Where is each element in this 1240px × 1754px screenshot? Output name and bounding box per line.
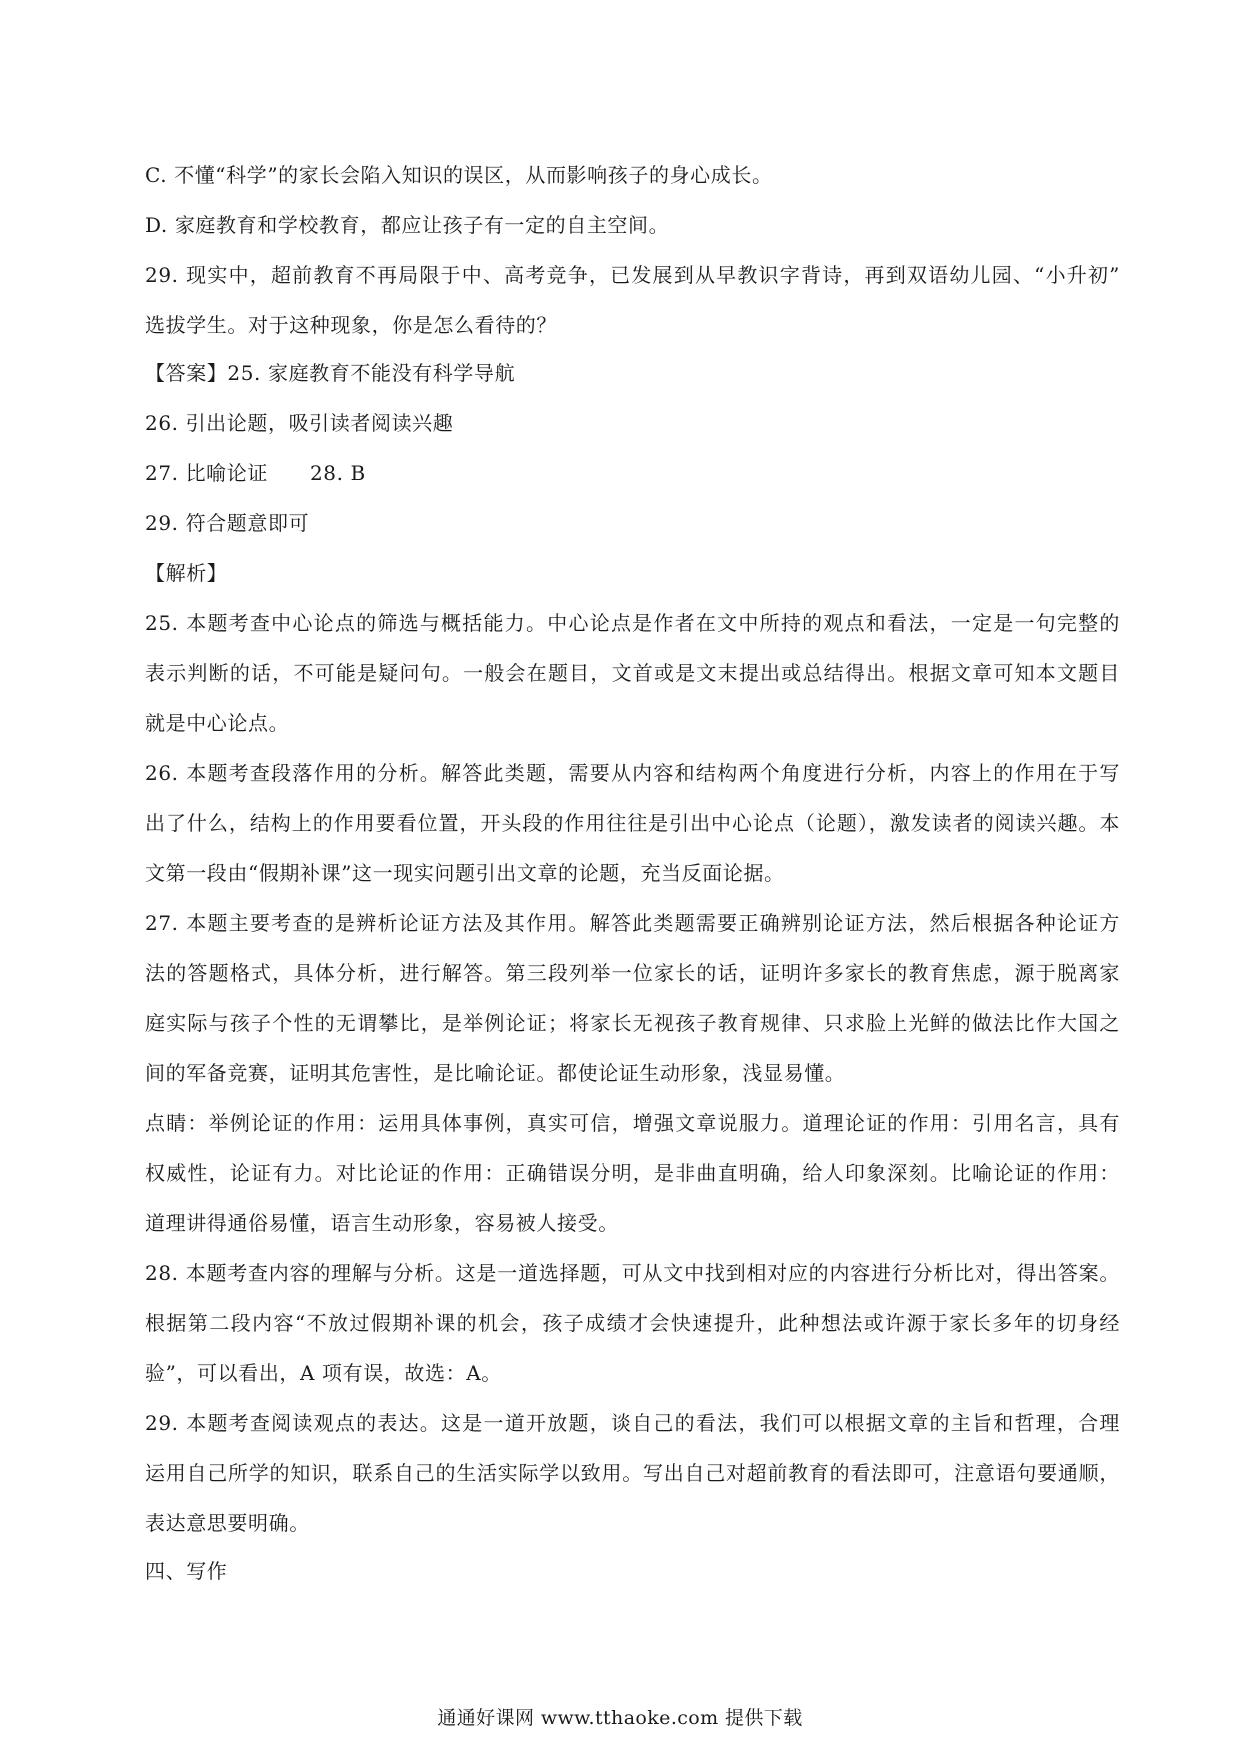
analysis-29-line-2: 运用自己所学的知识，联系自己的生活实际学以致用。写出自己对超前教育的看法即可，注意语句要通顺，: [145, 1461, 1120, 1485]
dianjing-line-3: 道理讲得通俗易懂，语言生动形象，容易被人接受。: [145, 1211, 619, 1235]
analysis-28-line-1: 28. 本题考查内容的理解与分析。这是一道选择题，可从文中找到相对应的内容进行分析比对，得出答案。: [145, 1261, 1120, 1285]
analysis-26-line-1: 26. 本题考查段落作用的分析。解答此类题，需要从内容和结构两个角度进行分析，内容上的作用在于写: [145, 761, 1120, 785]
analysis-25-line-2: 表示判断的话，不可能是疑问句。一般会在题目，文首或是文末提出或总结得出。根据文章可知本文题目: [145, 661, 1120, 685]
option-d: D. 家庭教育和学校教育，都应让孩子有一定的自主空间。: [145, 213, 670, 237]
dianjing-line-2: 权威性，论证有力。对比论证的作用：正确错误分明，是非曲直明确，给人印象深刻。比喻论证的作用：: [145, 1161, 1120, 1185]
analysis-26-line-2: 出了什么，结构上的作用要看位置，开头段的作用往往是引出中心论点（论题），激发读者的阅读兴趣。本: [145, 811, 1120, 835]
analysis-27-line-2: 法的答题格式，具体分析，进行解答。第三段列举一位家长的话，证明许多家长的教育焦虑，源于脱离家: [145, 961, 1120, 985]
dianjing-line-1: 点睛：举例论证的作用：运用具体事例，真实可信，增强文章说服力。道理论证的作用：引用名言，具有: [145, 1111, 1120, 1135]
analysis-25-line-1: 25. 本题考查中心论点的筛选与概括能力。中心论点是作者在文中所持的观点和看法，一定是一句完整的: [145, 611, 1120, 635]
analysis-29-line-3: 表达意思要明确。: [145, 1511, 310, 1535]
analysis-27-line-4: 间的军备竞赛，证明其危害性，是比喻论证。都使论证生动形象，浅显易懂。: [145, 1061, 846, 1085]
answer-26: 26. 引出论题，吸引读者阅读兴趣: [145, 411, 454, 435]
answer-27: 27. 比喻论证: [145, 461, 268, 485]
option-c: C. 不懂“科学”的家长会陷入知识的误区，从而影响孩子的身心成长。: [145, 163, 773, 187]
answer-heading: 【答案】25. 家庭教育不能没有科学导航: [145, 361, 516, 385]
analysis-28-line-3: 验”，可以看出，A 项有误，故选：A。: [145, 1361, 502, 1385]
page-footer: 通通好课网 www.tthaoke.com 提供下载: [437, 1707, 803, 1729]
analysis-heading: 【解析】: [145, 561, 228, 585]
analysis-29-line-1: 29. 本题考查阅读观点的表达。这是一道开放题，谈自己的看法，我们可以根据文章的主旨和哲理，合理: [145, 1411, 1120, 1435]
analysis-28-line-2: 根据第二段内容“不放过假期补课的机会，孩子成绩才会快速提升，此种想法或许源于家长多年的切身经: [145, 1311, 1120, 1335]
question-29-line-1: 29. 现实中，超前教育不再局限于中、高考竞争，已发展到从早教识字背诗，再到双语幼儿园、“小升初”: [145, 263, 1120, 287]
analysis-27-line-3: 庭实际与孩子个性的无谓攀比，是举例论证；将家长无视孩子教育规律、只求脸上光鲜的做法比作大国之: [145, 1011, 1120, 1035]
question-29-line-2: 选拔学生。对于这种现象，你是怎么看待的？: [145, 313, 557, 337]
analysis-25-line-3: 就是中心论点。: [145, 711, 290, 735]
section-heading-writing: 四、写作: [145, 1559, 228, 1583]
answer-28: 28. B: [309, 461, 366, 485]
analysis-26-line-3: 文第一段由“假期补课”这一现实问题引出文章的论题，充当反面论据。: [145, 861, 785, 885]
answer-27-28: [145, 460, 366, 486]
answer-29: 29. 符合题意即可: [145, 511, 310, 535]
analysis-27-line-1: 27. 本题主要考查的是辨析论证方法及其作用。解答此类题需要正确辨别论证方法，然后根据各种论证方: [145, 911, 1120, 935]
